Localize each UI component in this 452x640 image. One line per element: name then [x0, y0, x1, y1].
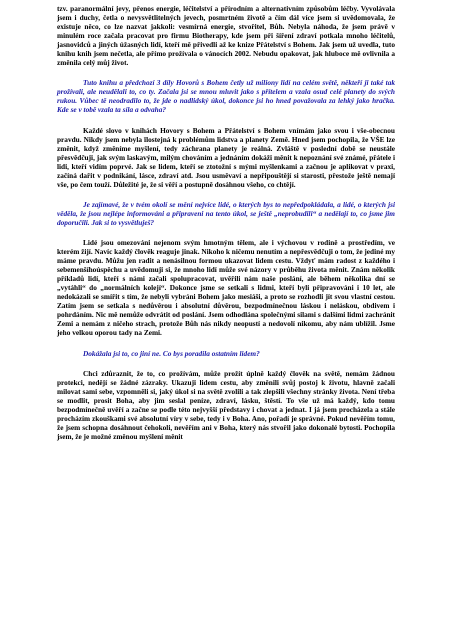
body-paragraph-1: tzv. paranormální jevy, přenos energie, léčitelství a přírodním a alternativním způsobům léčby. Vyvolávala jsem i duchy, četla o nevysvětlitelných jevech, posmrtném životě a čím dál více jsem si uvědomovala, že existuje něco, co lze nazvat jakkoli: vesmírná energie, stvořitel, Bůh. Nebyla náhoda, že jsem právě v minulém roce začala pracovat pro firmu Biotherapy, kde jsem při šíření zdraví potkala mnoho léčitelů, jasnovidců a jiných úžasných lidí, kteří mě přivedli až ke knize Přátelství s Bohem. Jak jsem už uvedla, tuto knihu knih jsem nečetla, ale přímo prožívala o vánocích 2002. Nebudu opakovat, jak hluboce mě ovlivnila a změnila celý můj život. — [57, 4, 395, 68]
body-paragraph-4: Chci zdůraznit, že to, co prožívám, může prožít úplně každý člověk na světě, nemám žádnou protekci, nedějí se žádné zázraky. Ukazuji lidem cestu, aby změnili svůj postoj k životu, hlavně začali milovat sami sebe, vzpomněli si, jaký úkol si na světě zvolili a tak zlepšili všechny stránky života. Není třeba se modlit, prosit Boha, aby jim seslal peníze, zdraví, lásku, štěstí. To vše už má každý, kdo tomu bezpodmínečně uvěří a začne se podle této nejvyšší představy i chovat a jednat. I já jsem procházela a stále procházím zkouškami své absolutní víry v sebe, tedy i v Boha. Ano, pořadí je správné. Pokud nevěřím tomu, že jsem schopna dosáhnout čehokoli, nevěřím ani v Boha, který nás stvořil jako dokonalé bytosti. Pochopila jsem, že je možné změnou myšlení měnit — [57, 368, 395, 441]
body-paragraph-3: Lidé jsou omezováni nejenom svým hmotným tělem, ale i výchovou v rodině a prostředím, ve kterém žijí. Navíc každý člověk reaguje jinak. Nikoho k ničemu nenutím a nepřesvědčuji o tom, že jediné my máme pravdu. Můžu jen radit a nenásilnou formou ukazovat lidem cestu. Vždyť mám radost z každého i sebemenšíhoúspěchu a uvědomuji si, že mnoho lidí může své názory v průběhu života měnit. Znám několik příkladů lidí, kteří s námi začali spolupracovat, uvěřili nám naše poslání, ale během několika dní se „vytáhli“ do „normálních kolejí“. Dokonce jsme se setkali s lidmi, kteří byli připravováni i 10 let, ale nedokázali se smířit s tím, že nebyli vybráni Bohem jako mesiáši, a proto se rozhodli jít svou vlastní cestou. Zatím jsem se setkala s nedůvěrou i absolutní důvěrou, bezpodmínečnou láskou i neláskou, obdivem i pohrdáním. Nic mě nemůže odvrátit od poslání. Jsem odhodlána společnými silami s dalšími lidmi zachránit Zemi a nemám z ničeho strach, protože Bůh nás nikdy neopustí a nedovolí nikomu, aby nám ublížil. Jsme jeho velkou oporou tady na Zemi. — [57, 237, 395, 338]
body-paragraph-2: Každé slovo v knihách Hovory s Bohem a Přátelství s Bohem vnímám jako svou i vše-obecnou pravdu. Nikdy jsem nebyla īlostejná k problémům lidstva a planety Země. Hned jsem pochopila, že VŠE lze změnit, když změníme myšlení, tedy záchrana planety je reálná. Zvláště v poslední době se neustále přesvědčuji, jak svým laskavým, milým chováním a jednáním dokáži měnit k nepoznání své známé, přátele i lidi, kteří vidím poprvé. Jak se lidem, kteří se ztotožní s mými myšlenkami a začnou je aplikovat v praxi, začíná dařit v podnikání, lásce, zdraví atd. Jsou usměvaví a nepřipouštějí si starosti, přestože ještě nemají vše, po čem touží. Důležité je, že si věří a postupně dosáhnou všeho, co chtějí. — [57, 125, 395, 189]
interview-question-1: Tuto knihu a předchozí 3 díly Hovorů s Bohem četly už miliony lidí na celém světě, někteří ji také tak prožívali, ale neudělali to, co ty. Začala jsi se mnou mluvit jako s přítelem a vzala osud celé planety do svých rukou. Vůbec tě neodradilo to, že jde o nadlidský úkol, dokonce jsi ho hned považovala za lehký jako hračka. Kde se v tobě vzala ta síla a odvaha? — [57, 78, 395, 115]
interview-question-3: Dokážala jsi to, co jiní ne. Co bys poradila ostatním lidem? — [83, 348, 260, 358]
interview-question-2: Je zajímavé, že v tvém okolí se mění nejvíce lidé, o kterých bys to nepředpokládala, a lidé, o kterých jsi věděla, že jsou nejlépe informováni a připraveni na tento úkol, se ještě „neprobudili“ a nedělají to, co jsme jim doporučili. Jak si to vysvětluješ? — [57, 199, 395, 227]
